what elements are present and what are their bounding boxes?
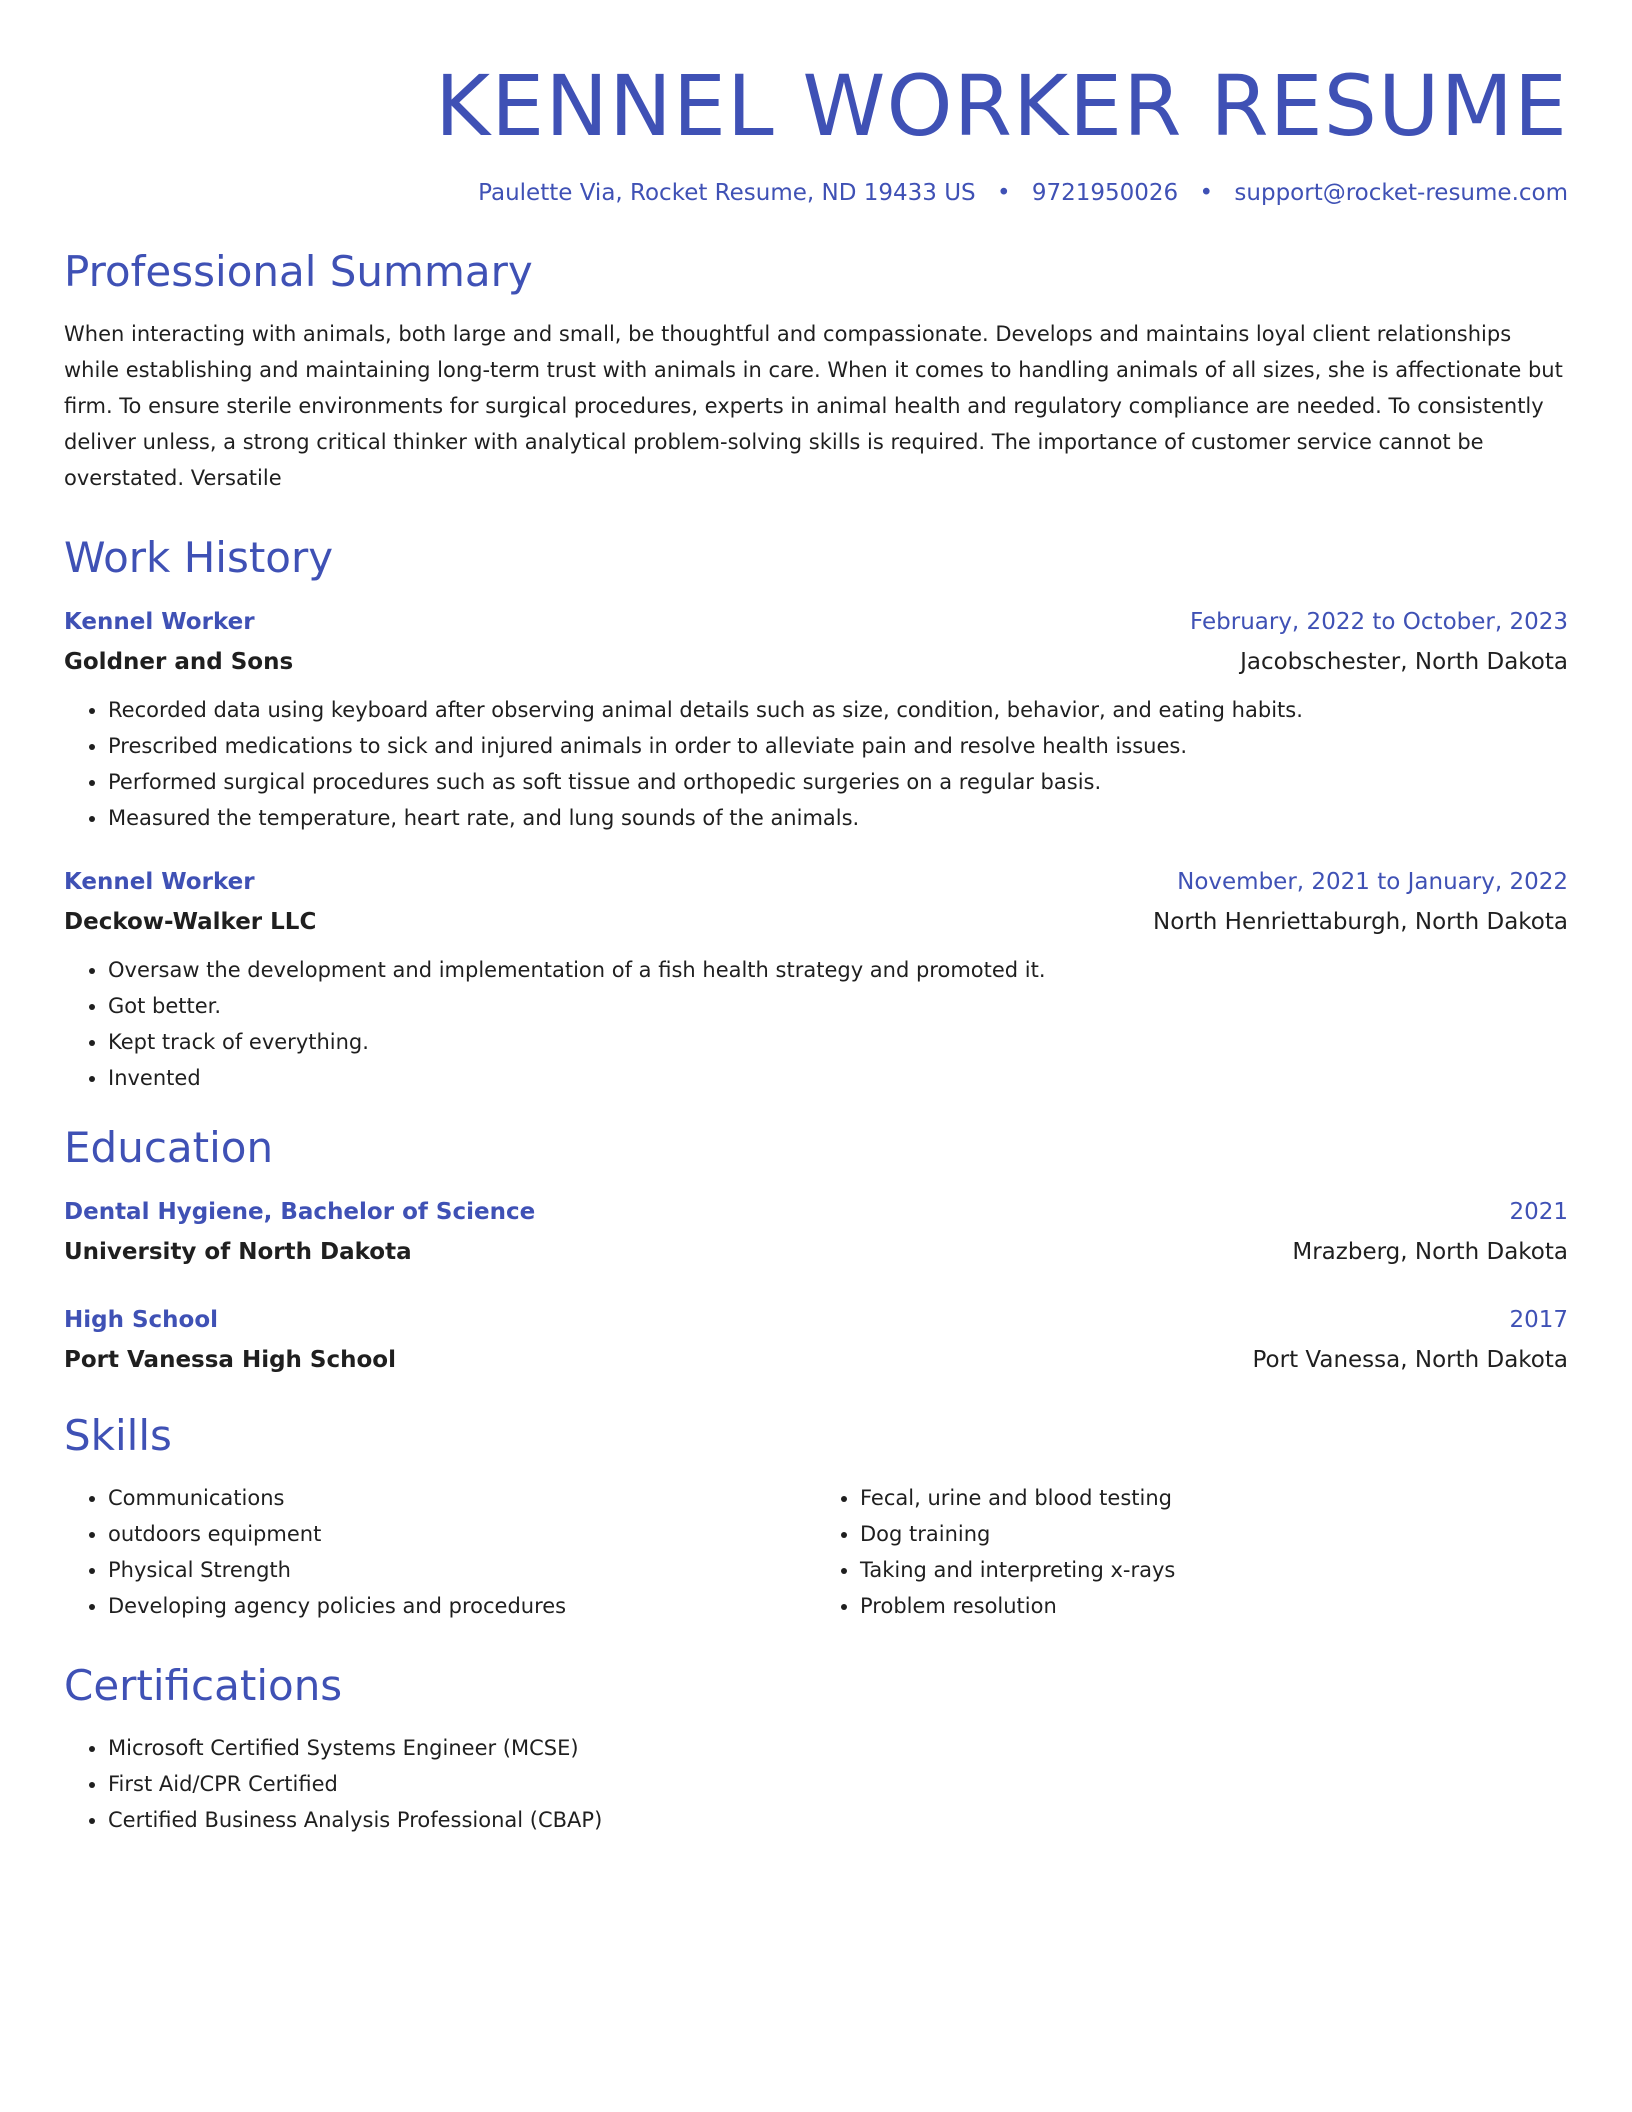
resume-title: KENNEL WORKER RESUME [435, 57, 1568, 155]
job-company-row [64, 902, 1568, 942]
skills-list-right [816, 1480, 1568, 1624]
job-title-row [64, 602, 1568, 642]
job-entry [64, 862, 1568, 1096]
education-heading: Education [64, 1123, 274, 1172]
education-entry [64, 1300, 1568, 1380]
job-duty: • Invented [108, 1060, 1568, 1096]
skill-item: • outdoors equipment [108, 1516, 816, 1552]
education-location: Mrazberg, North Dakota [1292, 1239, 1568, 1265]
skills-section [64, 1408, 1568, 1624]
skills-list-left [64, 1480, 816, 1624]
contact-email: support@rocket-resume.com [1234, 180, 1568, 206]
contact-address: Paulette Via, Rocket Resume, ND 19433 US [478, 180, 976, 206]
certification-item: • Certified Business Analysis Professional (CBAP) [108, 1802, 1568, 1838]
job-duty: • Measured the temperature, heart rate, and lung sounds of the animals. [108, 800, 1568, 836]
job-duty: • Prescribed medications to sick and injured animals in order to alleviate pain and resolve health issues. [108, 728, 1568, 764]
education-school-row [64, 1232, 1568, 1272]
job-duty: • Got better. [108, 988, 1568, 1024]
contact-line [64, 176, 1568, 210]
job-title-row [64, 862, 1568, 902]
job-location: Jacobschester, North Dakota [1240, 649, 1568, 675]
job-company: Deckow-Walker LLC [64, 909, 317, 935]
work-history-heading: Work History [64, 533, 334, 582]
job-location: North Henriettaburgh, North Dakota [1153, 909, 1568, 935]
education-location: Port Vanessa, North Dakota [1252, 1347, 1568, 1373]
certification-item: • First Aid/CPR Certified [108, 1766, 1568, 1802]
job-duty: • Recorded data using keyboard after observing animal details such as size, condition, behavior, and eating habits. [108, 692, 1568, 728]
skill-item: • Dog training [860, 1516, 1568, 1552]
education-year: 2021 [1509, 1199, 1568, 1225]
skill-item: • Physical Strength [108, 1552, 816, 1588]
certifications-heading: Certifications [64, 1661, 343, 1710]
education-degree-row [64, 1192, 1568, 1232]
job-duty: • Kept track of everything. [108, 1024, 1568, 1060]
work-history-section [64, 530, 1568, 1096]
job-duty: • Performed surgical procedures such as soft tissue and orthopedic surgeries on a regular basis. [108, 764, 1568, 800]
education-degree: Dental Hygiene, Bachelor of Science [64, 1199, 536, 1225]
contact-separator: • [996, 180, 1011, 206]
job-entry [64, 602, 1568, 836]
skill-item: • Fecal, urine and blood testing [860, 1480, 1568, 1516]
education-school-row [64, 1340, 1568, 1380]
job-duties-list [64, 692, 1568, 836]
job-title: Kennel Worker [64, 869, 255, 895]
skill-item: • Problem resolution [860, 1588, 1568, 1624]
education-entry [64, 1192, 1568, 1272]
contact-separator: • [1199, 180, 1214, 206]
job-company-row [64, 642, 1568, 682]
job-duty: • Oversaw the development and implementation of a fish health strategy and promoted it. [108, 952, 1568, 988]
summary-text: When interacting with animals, both large and small, be thoughtful and compassionate. Develops and maintains loyal client relationships while establishing and maintaining long-term trust with animals in care. When it comes to handling animals of all sizes, she is affectionate but firm. To ensure sterile environments for surgical procedures, experts in animal health and regulatory compliance are needed. To consistently deliver unless, a strong critical thinker with analytical problem-solving skills is required. The importance of customer service cannot be overstated. Versatile [64, 322, 1563, 490]
job-duties-list [64, 952, 1568, 1096]
summary-section [64, 244, 1568, 496]
job-dates: February, 2022 to October, 2023 [1190, 609, 1568, 635]
education-section [64, 1120, 1568, 1380]
job-company: Goldner and Sons [64, 649, 294, 675]
certifications-section [64, 1658, 1568, 1838]
certification-item: • Microsoft Certified Systems Engineer (MCSE) [108, 1730, 1568, 1766]
job-title: Kennel Worker [64, 609, 255, 635]
resume-header [64, 56, 1568, 210]
skill-item: • Taking and interpreting x-rays [860, 1552, 1568, 1588]
education-year: 2017 [1509, 1307, 1568, 1333]
education-degree: High School [64, 1307, 219, 1333]
skills-heading: Skills [64, 1411, 172, 1460]
skill-item: • Developing agency policies and procedures [108, 1588, 816, 1624]
contact-phone: 9721950026 [1031, 180, 1179, 206]
education-school: University of North Dakota [64, 1239, 412, 1265]
summary-heading: Professional Summary [64, 247, 533, 296]
education-degree-row [64, 1300, 1568, 1340]
certifications-list [64, 1730, 1568, 1838]
skill-item: • Communications [108, 1480, 816, 1516]
education-school: Port Vanessa High School [64, 1347, 396, 1373]
skills-grid [64, 1480, 1568, 1624]
job-dates: November, 2021 to January, 2022 [1177, 869, 1568, 895]
